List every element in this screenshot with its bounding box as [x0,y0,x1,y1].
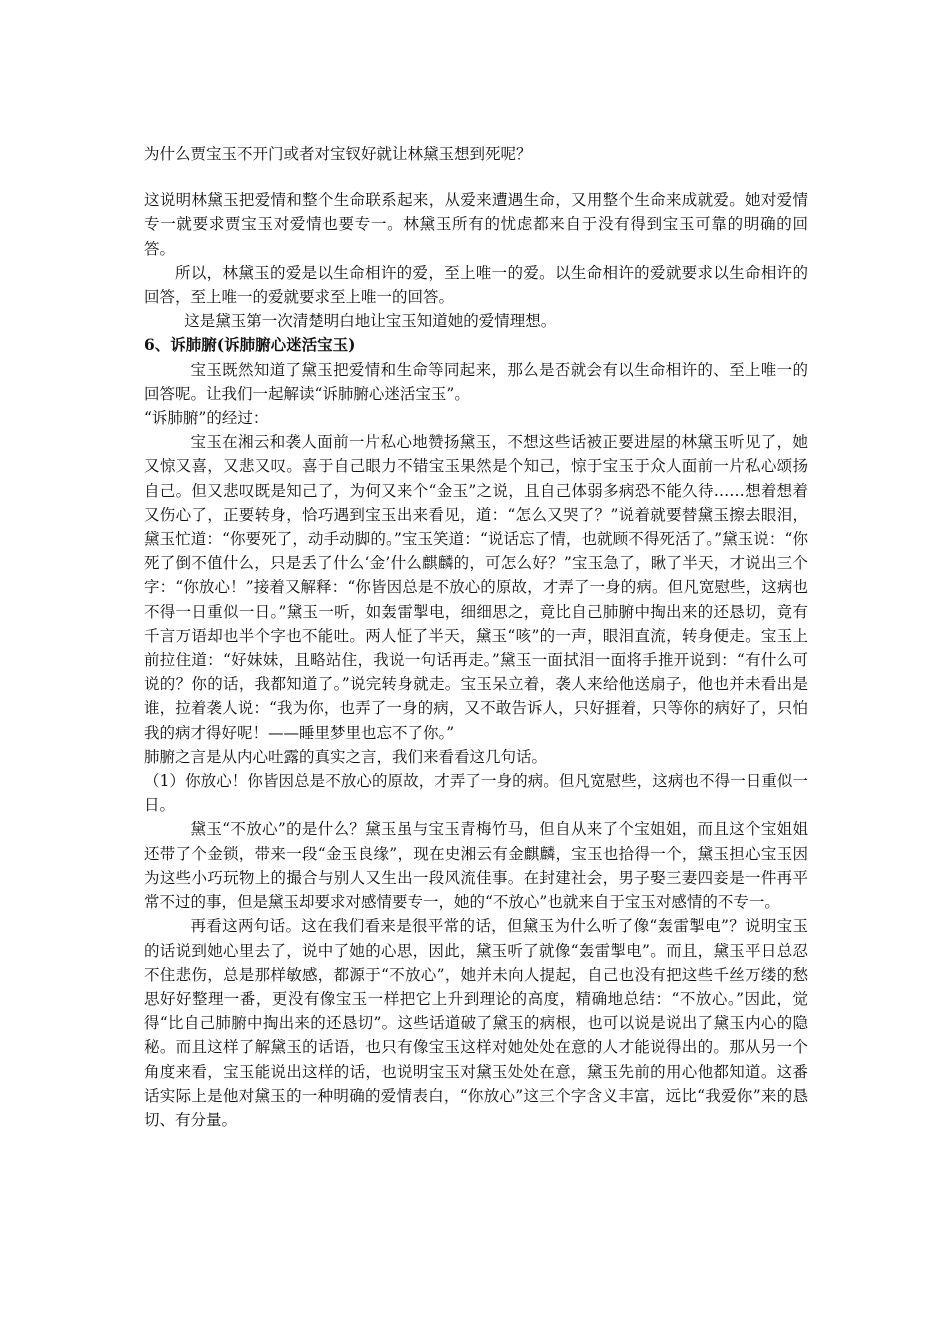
body-paragraph-7: 肺腑之言是从内心吐露的真实之言，我们来看看这几句话。 [144,747,548,766]
body-paragraph-6: 宝玉在湘云和袭人面前一片私心地赞扬黛玉，不想这些话被正要进屋的林黛玉听见了，她又惊又喜，又悲又叹。喜于自己眼力不错宝玉果然是个知己，惊于宝玉于众人面前一片私心颂扬自己。但又悲叹既是知己了，为何又来个“金玉”之说，且自己体弱多病恐不能久待……想着想着又伤心了，正要转身，恰巧遇到宝玉出来看见，道：“怎么又哭了？”说着就要替黛玉擦去眼泪，黛玉忙道：“你要死了，动手动脚的。”宝玉笑道：“说话忘了情，也就顾不得死活了。”黛玉说：“你死了倒不值什么，只是丢了什么‘金’什么麒麟的，可怎么好？”宝玉急了，瞅了半天，才说出三个字：“你放心！”接着又解释：“你皆因总是不放心的原故，才弄了一身的病。但凡宽慰些，这病也不得一日重似一日。”黛玉一听，如轰雷掣电，细细思之，竟比自己肺腑中掏出来的还恳切，竟有千言万语却也半个字也不能吐。两人怔了半天，黛玉“咳”的一声，眼泪直流，转身便走。宝玉上前拉住道：“好妹妹，且略站住，我说一句话再走。”黛玉一面拭泪一面将手推开说到：“有什么可说的？你的话，我都知道了。”说完转身就走。宝玉呆立着，袭人来给他送扇子，他也并未看出是谁，拉着袭人说：“我为你，也弄了一身的病，又不敢告诉人，只好捱着，只等你的病好了，只怕我的病才得好呢！——睡里梦里也忘不了你。” [144,433,808,742]
body-paragraph-9: 黛玉“不放心”的是什么？黛玉虽与宝玉青梅竹马，但自从来了个宝姐姐，而且这个宝姐姐还带了个金锁，带来一段“金玉良缘”，现在史湘云有金麒麟，宝玉也拾得一个，黛玉担心宝玉因为这些小巧玩物上的撮合与别人又生出一段风流佳事。在封建社会，男子娶三妻四妾是一件再平常不过的事，但是黛玉却要求对感情要专一，她的“不放心”也就来自于宝玉对感情的不专一。 [144,820,808,912]
body-paragraph-8: （1）你放心！你皆因总是不放心的原故，才弄了一身的病。但凡宽慰些，这病也不得一日重似一日。 [144,772,808,815]
body-paragraph-10: 再看这两句话。这在我们看来是很平常的话，但黛玉为什么听了像“轰雷掣电”？说明宝玉的话说到她心里去了，说中了她的心思，因此，黛玉听了就像“轰雷掣电”。而且，黛玉平日总忍不住悲伤，总是那样敏感，都源于“不放心”，她并未向人提起，自己也没有把这些千丝万缕的愁思好好整理一番，更没有像宝玉一样把它上升到理论的高度，精确地总结：“不放心。”因此，觉得“比自己肺腑中掏出来的还恳切”。这些话道破了黛玉的病根，也可以说是说出了黛玉内心的隐秘。而且这样了解黛玉的话语，也只有像宝玉这样对她处处在意的人才能说得出的。那从另一个角度来看，宝玉能说出这样的话，也说明宝玉对黛玉处处在意，黛玉先前的用心他都知道。这番话实际上是他对黛玉的一种明确的爱情表白，“你放心”这三个字含义丰富，远比“我爱你”来的恳切、有分量。 [144,917,808,1129]
body-paragraph-1: 这说明林黛玉把爱情和整个生命联系起来，从爱来遭遇生命，又用整个生命来成就爱。她对爱情专一就要求贾宝玉对爱情也要专一。林黛玉所有的忧虑都来自于没有得到宝玉可靠的明确的回答。 [144,191,808,258]
body-paragraph-3: 这是黛玉第一次清楚明白地让宝玉知道她的爱情理想。 [184,312,557,331]
body-paragraph-4: 宝玉既然知道了黛玉把爱情和生命等同起来，那么是否就会有以生命相许的、至上唯一的回答呢。让我们一起解读“诉肺腑心迷活宝玉”。 [144,360,808,403]
paragraph-gap [144,166,808,188]
body-paragraph-2: 所以，林黛玉的爱是以生命相许的爱，至上唯一的爱。以生命相许的爱就要求以生命相许的回答，至上唯一的爱就要求至上唯一的回答。 [144,263,808,307]
question-paragraph: 为什么贾宝玉不开门或者对宝钗好就让林黛玉想到死呢？ [144,145,532,163]
body-paragraph-5: “诉肺腑”的经过： [144,409,269,428]
document-page [144,0,808,1132]
section-heading: 6、诉肺腑(诉肺腑心迷活宝玉) [144,335,356,355]
